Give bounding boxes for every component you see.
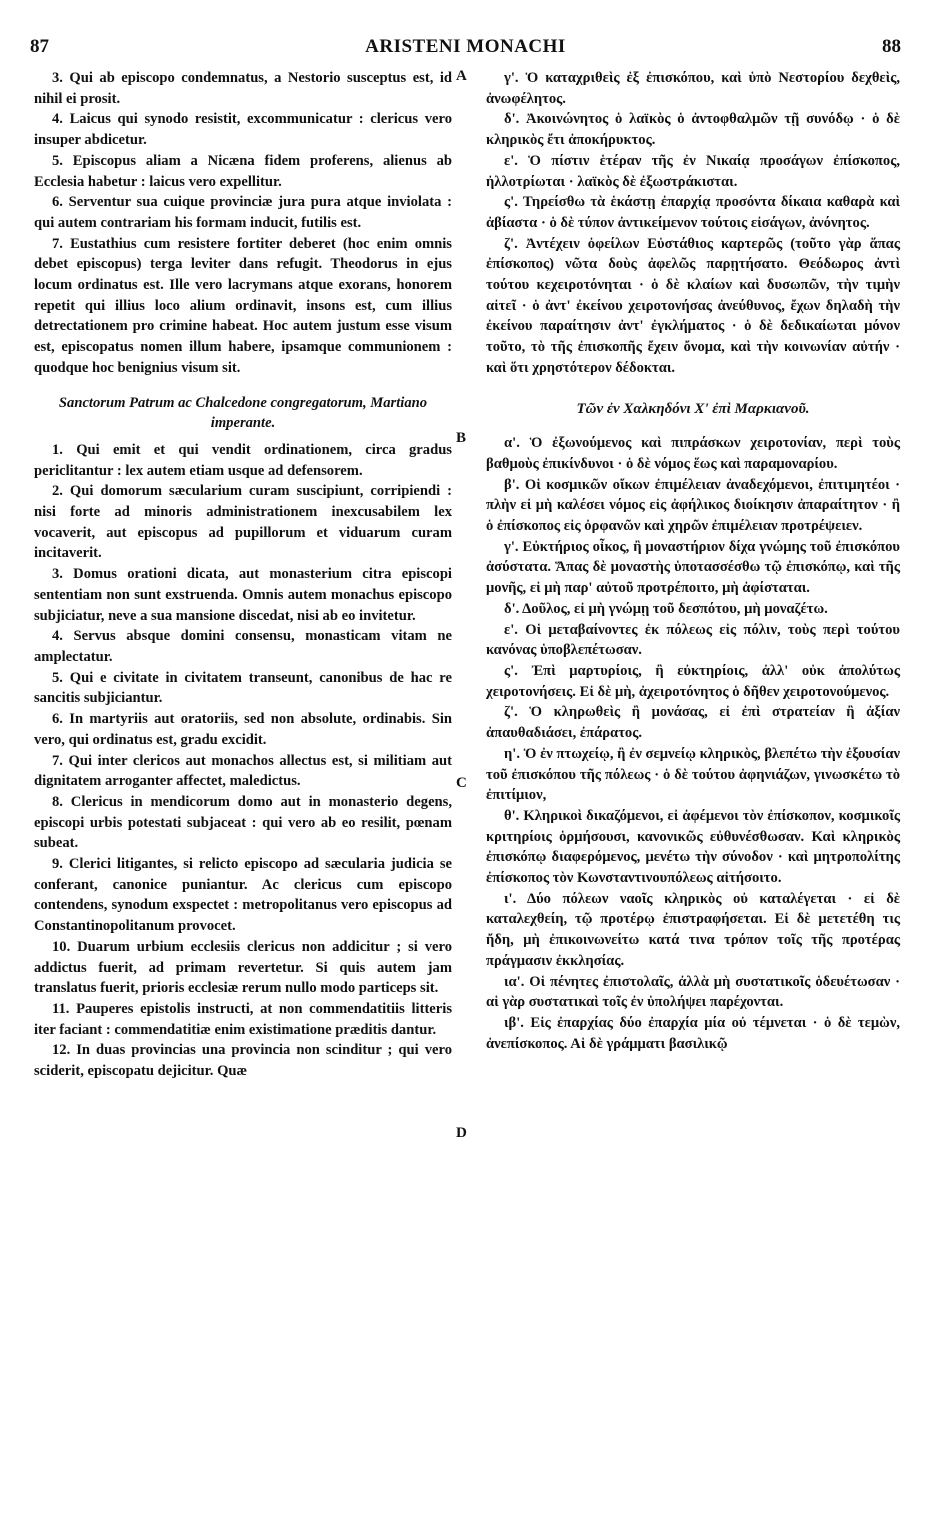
latin-canon: 11. Pauperes epistolis instructi, at non commendatitiis litteris iter faciant : commendatitiæ enim existimatione præditis dantur. [34, 1000, 452, 1038]
greek-canon: ζ'. Ἀντέχειν ὀφείλων Εὐστάθιος καρτερῶς (τοῦτο γὰρ ἅπας ἐπίσκοπος) νῶτα δοὺς ἀφελῶς παρῃτήσατο. Θεόδωρος ἀντὶ τούτου κεχειροτόνηται · ὁ δὲ κλαίων καὶ δυσωπῶν, τὴν τιμὴν αἰτεῖ · ὁ ἀντ' ἐκείνου χειροτονήσας ἀνεύθυνος, ἔχων δηλαδὴ τὴν ἐκείνου παραίτησιν ἀντ' ἐγκλήματος · ὁ δὲ δεδικαίωται μόνον τοῦτο, τὸ τῆς ἐπισκοπῆς ἔχειν ὄνομα, καὶ τὴν κοινωνίαν αὐτήν · καὶ ὅτι χρηστότερον δέδοκται. [486, 235, 900, 376]
greek-canon: γ'. Εὐκτήριος οἶκος, ἢ μοναστήριον δίχα γνώμης τοῦ ἐπισκόπου ἀσύστατα. Ἅπας δὲ μοναστὴς ὑποτασσέσθω τῷ ἐπισκόπῳ, καὶ τῆς μονῆς, εἰ μὴ παρ' αὐτοῦ προτρέποιτο, μὴ ἀφίσταται. [486, 538, 900, 597]
page-number-left: 87 [30, 36, 49, 57]
margin-marker-d: D [456, 1125, 467, 1141]
margin-marker-a: A [456, 68, 467, 84]
latin-canon: 2. Qui domorum sæcularium curam suscipiunt, corripiendi : nisi forte ad minoris administrationem inexcusabilem lex vocaverit, aut episcopus ad pupillorum et viduarum curam incitaverit. [34, 483, 452, 562]
greek-canon: ς'. Τηρείσθω τὰ ἑκάστῃ ἐπαρχίᾳ προσόντα δίκαια καθαρὰ καὶ ἀβίαστα · ὁ δὲ τύπον ἀντικείμενον τούτοις εἰσάγων, ἀνόνητος. [486, 194, 900, 231]
latin-canon: 9. Clerici litigantes, si relicto episcopo ad sæcularia judicia se conferant, canonice puniantur. Ac clericus cum episcopo contendens, synodum exspectet : metropolitanus vero episcopus ad Constantinopolitanum provocet. [34, 856, 452, 935]
latin-canon: 12. In duas provincias una provincia non scinditur ; qui vero sciderit, episcopatu dejicitur. Quæ [34, 1042, 452, 1080]
latin-canon: 7. Qui inter clericos aut monachos allectus est, si militiam aut dignitatem arroganter affectet, maledictus. [34, 752, 452, 790]
page-number-right: 88 [882, 36, 901, 57]
latin-canon: 5. Qui e civitate in civitatem transeunt, canonibus de hac re sancitis subjiciantur. [34, 669, 452, 707]
latin-canon: 5. Episcopus aliam a Nicæna fidem proferens, alienus ab Ecclesia habetur : laicus vero expellitur. [34, 152, 452, 190]
greek-canon: ε'. Ὁ πίστιν ἑτέραν τῆς ἐν Νικαίᾳ προσάγων ἐπίσκοπος, ἠλλοτρίωται · λαϊκὸς δὲ ἐξωστράκισται. [486, 152, 900, 190]
greek-canon: ι'. Δύο πόλεων ναοῖς κληρικὸς οὐ καταλέγεται · εἰ δὲ καταλεχθείη, τῷ προτέρῳ ἐπιστραφήσεται. Εἰ δὲ μετετέθη τις ἤδη, μὴ ἐπικοινωνείτω κατά τινα τρόπον τοῖς τῆς προτέρας πράγμασιν ἐκκλησίας. [486, 890, 900, 969]
greek-canon: δ'. Δοῦλος, εἰ μὴ γνώμῃ τοῦ δεσπότου, μὴ μοναζέτω. [504, 600, 828, 617]
latin-canon: 4. Laicus qui synodo resistit, excommunicatur : clericus vero insuper abdicetur. [34, 111, 452, 149]
greek-canon: ιβ'. Εἰς ἐπαρχίας δύο ἐπαρχία μία οὐ τέμνεται · ὁ δὲ τεμὼν, ἀνεπίσκοπος. Αἱ δὲ γράμματι βασιλικῷ [486, 1014, 900, 1052]
greek-canon: β'. Οἱ κοσμικῶν οἴκων ἐπιμέλειαν ἀναδεχόμενοι, ἐπιτιμητέοι · πλὴν εἰ μὴ καλέσει νόμος εἰς ἀφήλικος διοίκησιν ἀπαραίτητον · ἢ ὁ ἐπίσκοπος εἰς ὀρφανῶν καὶ χηρῶν ἐπιμέλειαν προτρέψειεν. [486, 476, 900, 535]
greek-column [486, 68, 900, 1054]
greek-section-heading: Τῶν ἐν Χαλκηδόνι Χ' ἐπὶ Μαρκιανοῦ. [576, 400, 810, 417]
greek-canon: γ'. Ὁ καταχριθεὶς ἐξ ἐπισκόπου, καὶ ὑπὸ Νεστορίου δεχθεὶς, ἀνωφέλητος. [486, 70, 900, 107]
latin-canon: 4. Servus absque domini consensu, monasticam vitam ne amplectatur. [34, 628, 452, 665]
margin-marker-c: C [456, 775, 467, 791]
latin-canon: 10. Duarum urbium ecclesiis clericus non addicitur ; si vero addictus fuerit, ad primam revertetur. Si quis autem jam translatus fuerit, prioris ecclesiæ rerum nullo modo particeps sit. [34, 938, 452, 997]
greek-canon: α'. Ὁ ἐξωνούμενος καὶ πιπράσκων χειροτονίαν, περὶ τοὺς βαθμοὺς ἐπικίνδυνοι · ὁ δὲ νόμος ἕως καὶ παραμοναρίου. [486, 435, 900, 472]
running-title: ARISTENI MONACHI [365, 36, 566, 57]
greek-canon: η'. Ὁ ἐν πτωχείῳ, ἢ ἐν σεμνείῳ κληρικὸς, βλεπέτω τὴν ἐξουσίαν τοῦ ἐπισκόπου τῆς πόλεως · ὁ δὲ τούτου ἀφηνιάζων, γινωσκέτω τὸ ἐπιτίμιον, [486, 745, 900, 804]
latin-canon: 3. Domus orationi dicata, aut monasterium citra episcopi sententiam non sunt exstruenda. Omnis autem monachus episcopo subjiciatur, neve a sua mansione discedat, nisi ab eo invitetur. [34, 566, 452, 624]
running-header [30, 36, 901, 64]
latin-canon: 1. Qui emit et qui vendit ordinationem, circa gradus periclitantur : lex autem etiam usque ad defensorem. [34, 441, 452, 479]
greek-canon: ς'. Ἐπὶ μαρτυρίοις, ἢ εὐκτηρίοις, ἀλλ' οὐκ ἀπολύτως χειροτονήσεις. Εἰ δὲ μὴ, ἀχειροτόνητος ὁ δῆθεν χειροτονούμενος. [486, 662, 900, 700]
latin-column [34, 68, 452, 1082]
greek-canon: θ'. Κληρικοὶ δικαζόμενοι, εἰ ἀφέμενοι τὸν ἐπίσκοπον, κοσμικοῖς κριτηρίοις ὁρμήσουσι, κανονικῶς εὐθυνέσθωσαν. Καὶ κληρικὸς ἐπισκόπῳ διαφερόμενος, μενέτω τὴν σύνοδον · καὶ μητροπολίτης ἐπίσκοπος τὸν Κωνσταντινουπόλεως αἰτήσοιτο. [486, 807, 900, 887]
greek-canon: ια'. Οἱ πένητες ἐπιστολαῖς, ἀλλὰ μὴ συστατικοῖς ὁδευέτωσαν · αἱ γὰρ συστατικαὶ τοῖς ἐν ὑπολήψει παρέχονται. [486, 973, 900, 1011]
margin-marker-b: B [456, 430, 467, 446]
latin-canon: 6. In martyriis aut oratoriis, sed non absolute, ordinabis. Sin vero, qui ordinatus est, gradu excidit. [34, 711, 452, 748]
greek-canon: ζ'. Ὁ κληρωθεὶς ἢ μονάσας, εἰ ἐπὶ στρατείαν ἢ ἀξίαν ἀπαυθαδιάσει, ἐπάρατος. [486, 704, 900, 742]
latin-canon: 8. Clericus in mendicorum domo aut in monasterio degens, episcopi urbis potestati subjaceat : qui vero ab eo resilit, pœnam subeat. [34, 793, 452, 852]
greek-canon: ε'. Οἱ μεταβαίνοντες ἐκ πόλεως εἰς πόλιν, τοὺς περὶ τούτου κανόνας ὑποβλεπέτωσαν. [486, 621, 900, 659]
latin-canon: 6. Serventur sua cuique provinciæ jura pura atque inviolata : qui autem contrariam his formam inducit, futilis est. [34, 194, 452, 231]
latin-section-heading: Sanctorum Patrum ac Chalcedone congregatorum, Martiano imperante. [58, 394, 428, 432]
greek-canon: δ'. Ἀκοινώνητος ὁ λαϊκὸς ὁ ἀντοφθαλμῶν τῇ συνόδῳ · ὁ δὲ κληρικὸς ἔτι ἀποκήρυκτος. [486, 111, 900, 149]
latin-canon: 7. Eustathius cum resistere fortiter deberet (hoc enim omnis debet episcopus) terga leviter dans refugit. Theodorus in ejus locum ordinatus est. Ille vero lacrymans atque exorans, honorem repetit qui illius loco alium ordinavit, insons est, cum illius detrectationem pro crimine habeat. Hoc autem justum esse visum est, episcopatus nomen illum habere, ipsamque communionem : quodque hoc benignius visum sit. [34, 235, 452, 376]
latin-canon: 3. Qui ab episcopo condemnatus, a Nestorio susceptus est, id nihil ei prosit. [34, 70, 452, 107]
